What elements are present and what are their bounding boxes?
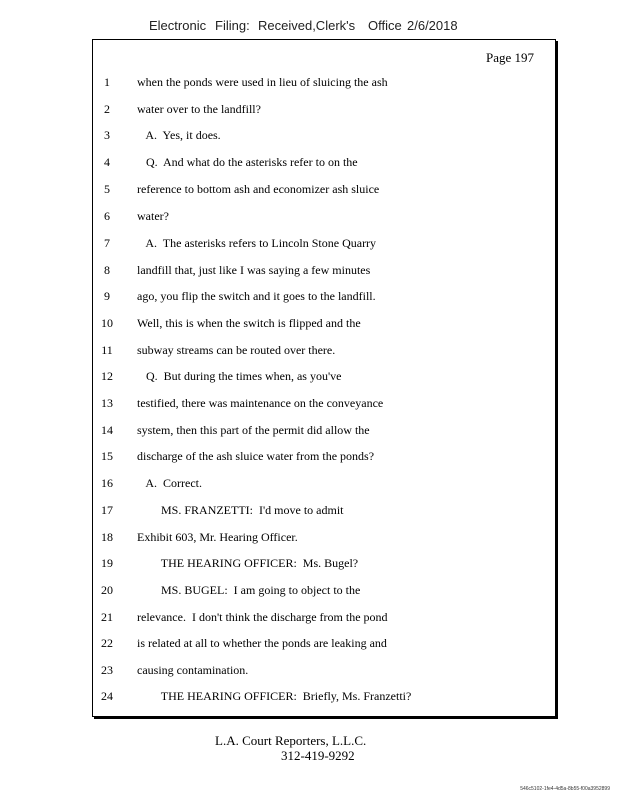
line-number: 17 <box>101 503 113 517</box>
line-text: causing contamination. <box>137 663 249 677</box>
line-text: MS. FRANZETTI: I'd move to admit <box>137 503 344 517</box>
transcript-line <box>0 686 618 706</box>
line-number: 21 <box>101 610 113 624</box>
header-word-filing: Filing: <box>215 18 250 33</box>
line-text: Exhibit 603, Mr. Hearing Officer. <box>137 530 298 544</box>
line-number: 24 <box>101 689 113 703</box>
line-text: landfill that, just like I was saying a few minutes <box>137 263 371 277</box>
line-text: ago, you flip the switch and it goes to the landfill. <box>137 289 376 303</box>
line-number: 3 <box>104 128 110 142</box>
line-number: 15 <box>101 449 113 463</box>
line-number: 9 <box>104 289 110 303</box>
line-number: 6 <box>104 209 110 223</box>
transcript-line <box>0 500 618 520</box>
transcript-line <box>0 553 618 573</box>
line-number: 2 <box>104 102 110 116</box>
transcript-line <box>0 99 618 119</box>
line-number: 5 <box>104 182 110 196</box>
line-text: when the ponds were used in lieu of sluicing the ash <box>137 75 388 89</box>
transcript-line <box>0 473 618 493</box>
line-text: system, then this part of the permit did allow the <box>137 423 370 437</box>
line-text: reference to bottom ash and economizer ash sluice <box>137 182 380 196</box>
line-text: Q. But during the times when, as you've <box>137 369 342 383</box>
transcript-line <box>0 152 618 172</box>
header-word-date: 2/6/2018 <box>407 18 458 33</box>
transcript-line <box>0 446 618 466</box>
header-word-office: Office <box>368 18 402 33</box>
line-number: 1 <box>104 75 110 89</box>
transcript-line <box>0 633 618 653</box>
line-text: THE HEARING OFFICER: Briefly, Ms. Franzetti? <box>137 689 412 703</box>
line-number: 8 <box>104 263 110 277</box>
transcript-line <box>0 313 618 333</box>
header-word-received: Received,Clerk's <box>258 18 356 33</box>
line-text: subway streams can be routed over there. <box>137 343 336 357</box>
line-text: testified, there was maintenance on the conveyance <box>137 396 384 410</box>
transcript-line <box>0 206 618 226</box>
line-text: water? <box>137 209 169 223</box>
line-text: A. Yes, it does. <box>137 128 221 142</box>
line-text: relevance. I don't think the discharge from the pond <box>137 610 388 624</box>
header-word-electronic: Electronic <box>149 18 207 33</box>
reporter-company: L.A. Court Reporters, L.L.C. <box>215 733 367 748</box>
line-number: 7 <box>104 236 110 250</box>
line-text: water over to the landfill? <box>137 102 261 116</box>
transcript-line <box>0 366 618 386</box>
line-number: 12 <box>101 369 113 383</box>
line-text: Well, this is when the switch is flipped and the <box>137 316 361 330</box>
transcript-line <box>0 660 618 680</box>
line-number: 18 <box>101 530 113 544</box>
line-text: MS. BUGEL: I am going to object to the <box>137 583 361 597</box>
line-number: 10 <box>101 316 113 330</box>
transcript-line <box>0 179 618 199</box>
line-text: discharge of the ash sluice water from the ponds? <box>137 449 375 463</box>
line-text: is related at all to whether the ponds are leaking and <box>137 636 387 650</box>
line-text: A. Correct. <box>137 476 202 490</box>
transcript-line <box>0 580 618 600</box>
line-number: 23 <box>101 663 113 677</box>
line-number: 13 <box>101 396 113 410</box>
line-number: 16 <box>101 476 113 490</box>
transcript-line <box>0 607 618 627</box>
transcript-line <box>0 527 618 547</box>
transcript-line <box>0 72 618 92</box>
transcript-line <box>0 260 618 280</box>
line-number: 20 <box>101 583 113 597</box>
line-number: 4 <box>104 155 110 169</box>
transcript-line <box>0 286 618 306</box>
document-id: 546c5102-1fe4-4d5a-8b55-f00a3952899 <box>520 786 610 792</box>
transcript-line <box>0 233 618 253</box>
line-number: 22 <box>101 636 113 650</box>
transcript-line <box>0 393 618 413</box>
line-number: 19 <box>101 556 113 570</box>
reporter-phone: 312-419-9292 <box>281 748 355 763</box>
page-number: Page 197 <box>485 50 534 65</box>
line-text: A. The asterisks refers to Lincoln Stone Quarry <box>137 236 377 250</box>
line-number: 14 <box>101 423 113 437</box>
transcript-line <box>0 340 618 360</box>
transcript-line <box>0 125 618 145</box>
line-text: THE HEARING OFFICER: Ms. Bugel? <box>137 556 359 570</box>
transcript-line <box>0 420 618 440</box>
line-text: Q. And what do the asterisks refer to on the <box>137 155 358 169</box>
line-number: 11 <box>101 343 113 357</box>
